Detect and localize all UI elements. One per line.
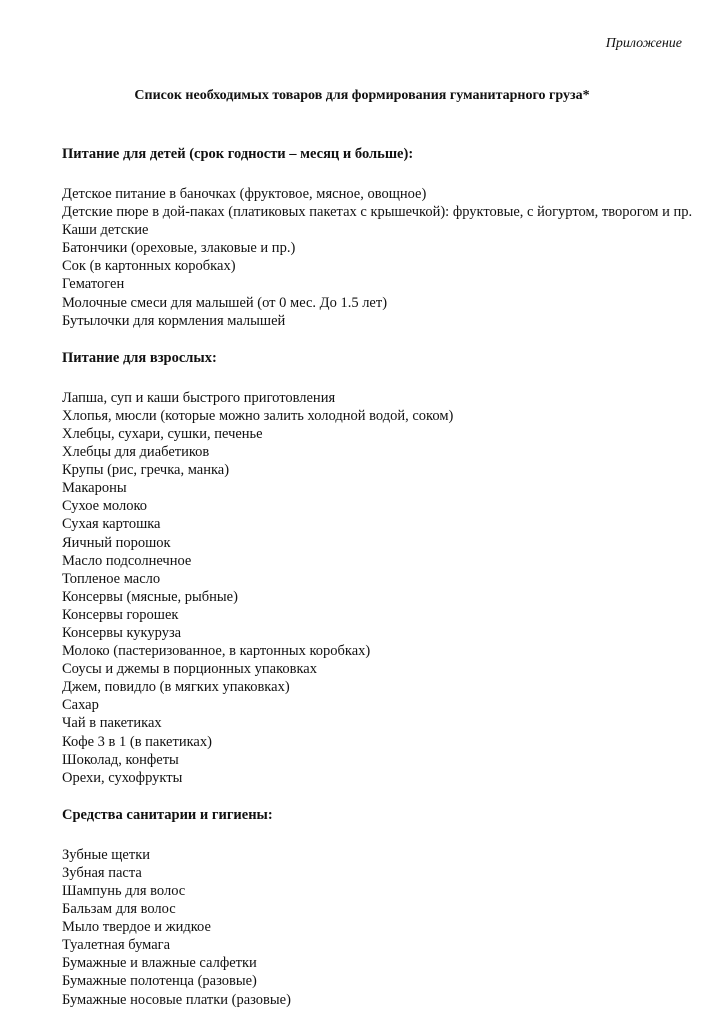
list-item: Мыло твердое и жидкое [62,919,211,936]
section-heading-hygiene: Средства санитарии и гигиены: [62,806,273,823]
list-item: Крупы (рис, гречка, манка) [62,462,230,479]
list-item: Сухое молоко [62,498,148,515]
list-item: Соусы и джемы в порционных упаковках [62,661,317,678]
list-item: Яичный порошок [62,534,171,551]
list-item: Джем, повидло (в мягких упаковках) [62,679,290,696]
list-item: Топленое масло [62,570,161,587]
list-item: Хлебцы для диабетиков [62,444,210,461]
list-item: Батончики (ореховые, злаковые и пр.) [62,240,296,257]
list-item: Каши детские [62,222,149,239]
list-item: Шоколад, конфеты [62,751,179,768]
list-item: Молочные смеси для малышей (от 0 мес. До 1.5 лет) [62,294,388,311]
list-item: Гематоген [62,276,125,293]
list-item: Чай в пакетиках [62,715,162,732]
list-item: Сухая картошка [62,516,161,533]
list-item: Бумажные носовые платки (разовые) [62,991,291,1008]
document-body [62,145,702,1028]
list-item: Туалетная бумага [62,937,171,954]
list-item: Консервы кукуруза [62,624,182,641]
list-item: Хлебцы, сухари, сушки, печенье [62,425,263,442]
list-item: Детские пюре в дой-паках (платиковых пакетах с крышечкой): фруктовые, с йогуртом, творогом и пр. [62,204,693,221]
list-item: Бумажные и влажные салфетки [62,955,257,972]
section-heading-adult-food: Питание для взрослых: [62,349,217,366]
list-item: Масло подсолнечное [62,552,192,569]
appendix-label: Приложение [605,36,682,51]
list-item: Лапша, суп и каши быстрого приготовления [62,389,336,406]
adult-food-list [62,389,702,787]
document-title: Список необходимых товаров для формирования гуманитарного груза* [134,88,590,103]
list-item: Консервы (мясные, рыбные) [62,588,238,605]
children-food-list [62,185,702,330]
list-item: Детское питание в баночках (фруктовое, мясное, овощное) [62,186,427,202]
list-item: Шампунь для волос [62,883,186,899]
list-item: Зубные щетки [62,846,151,863]
list-item: Орехи, сухофрукты [62,769,183,786]
list-item: Бутылочки для кормления малышей [62,312,286,329]
list-item: Бумажные полотенца (разовые) [62,973,257,990]
list-item: Бальзам для волос [62,901,176,918]
list-item: Консервы горошек [62,606,179,623]
list-item: Сахар [62,697,99,714]
list-item: Макароны [62,480,127,497]
list-item: Сок (в картонных коробках) [62,258,236,275]
hygiene-list [62,846,702,1009]
list-item: Хлопья, мюсли (которые можно залить холодной водой, соком) [62,407,454,424]
list-item: Молоко (пастеризованное, в картонных коробках) [62,643,371,660]
section-heading-children-food: Питание для детей (срок годности – месяц и больше): [62,146,414,162]
list-item: Кофе 3 в 1 (в пакетиках) [62,733,212,750]
list-item: Зубная паста [62,864,142,881]
